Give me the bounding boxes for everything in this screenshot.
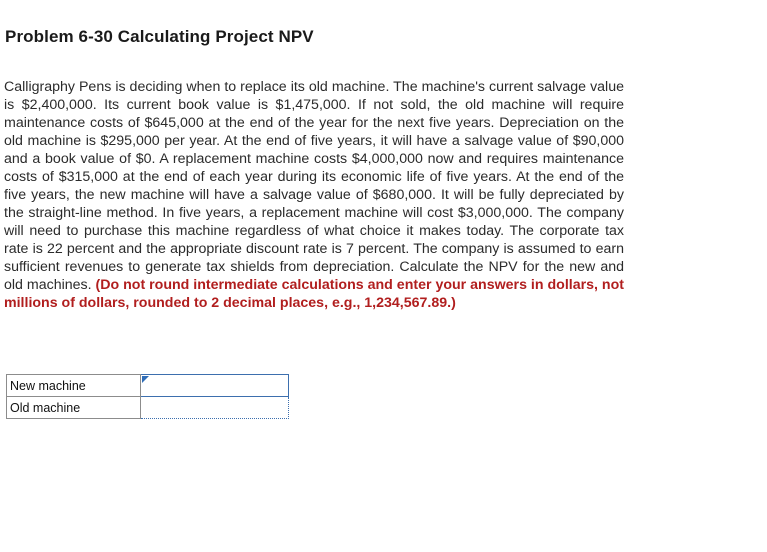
answer-row-new-machine (7, 375, 289, 397)
problem-title: Problem 6-30 Calculating Project NPV (5, 27, 314, 46)
new-machine-npv-input[interactable] (141, 375, 288, 396)
active-cell-marker-icon (142, 376, 149, 383)
answer-table (6, 374, 289, 419)
problem-statement (4, 78, 624, 312)
old-machine-label: Old machine (7, 397, 141, 419)
new-machine-label: New machine (7, 375, 141, 397)
answer-row-old-machine (7, 397, 289, 419)
new-machine-input-cell[interactable] (141, 375, 289, 397)
answer-instruction: (Do not round intermediate calculations and enter your answers in dollars, not millions of dollars, rounded to 2 decimal places, e.g., 1,234,567.89.) (4, 277, 624, 311)
old-machine-npv-input[interactable] (141, 397, 288, 418)
problem-body: Calligraphy Pens is deciding when to replace its old machine. The machine's current salvage value is $2,400,000. Its current book value is $1,475,000. If not sold, the old machine will require maintenance costs of $645,000 at the end of the year for the next five years. Depreciation on the old machine is $295,000 per year. At the end of five years, it will have a salvage value of $90,000 and a book value of $0. A replacement machine costs $4,000,000 now and requires maintenance costs of $315,000 at the end of each year during its economic life of five years. At the end of the five years, the new machine will have a salvage value of $680,000. It will be fully depreciated by the straight-line method. In five years, a replacement machine will cost $3,000,000. The company will need to purchase this machine regardless of what choice it makes today. The corporate tax rate is 22 percent and the appropriate discount rate is 7 percent. The company is assumed to earn sufficient revenues to generate tax shields from depreciation. Calculate the NPV for the new and old machines. (4, 79, 624, 293)
old-machine-input-cell[interactable] (141, 397, 289, 419)
